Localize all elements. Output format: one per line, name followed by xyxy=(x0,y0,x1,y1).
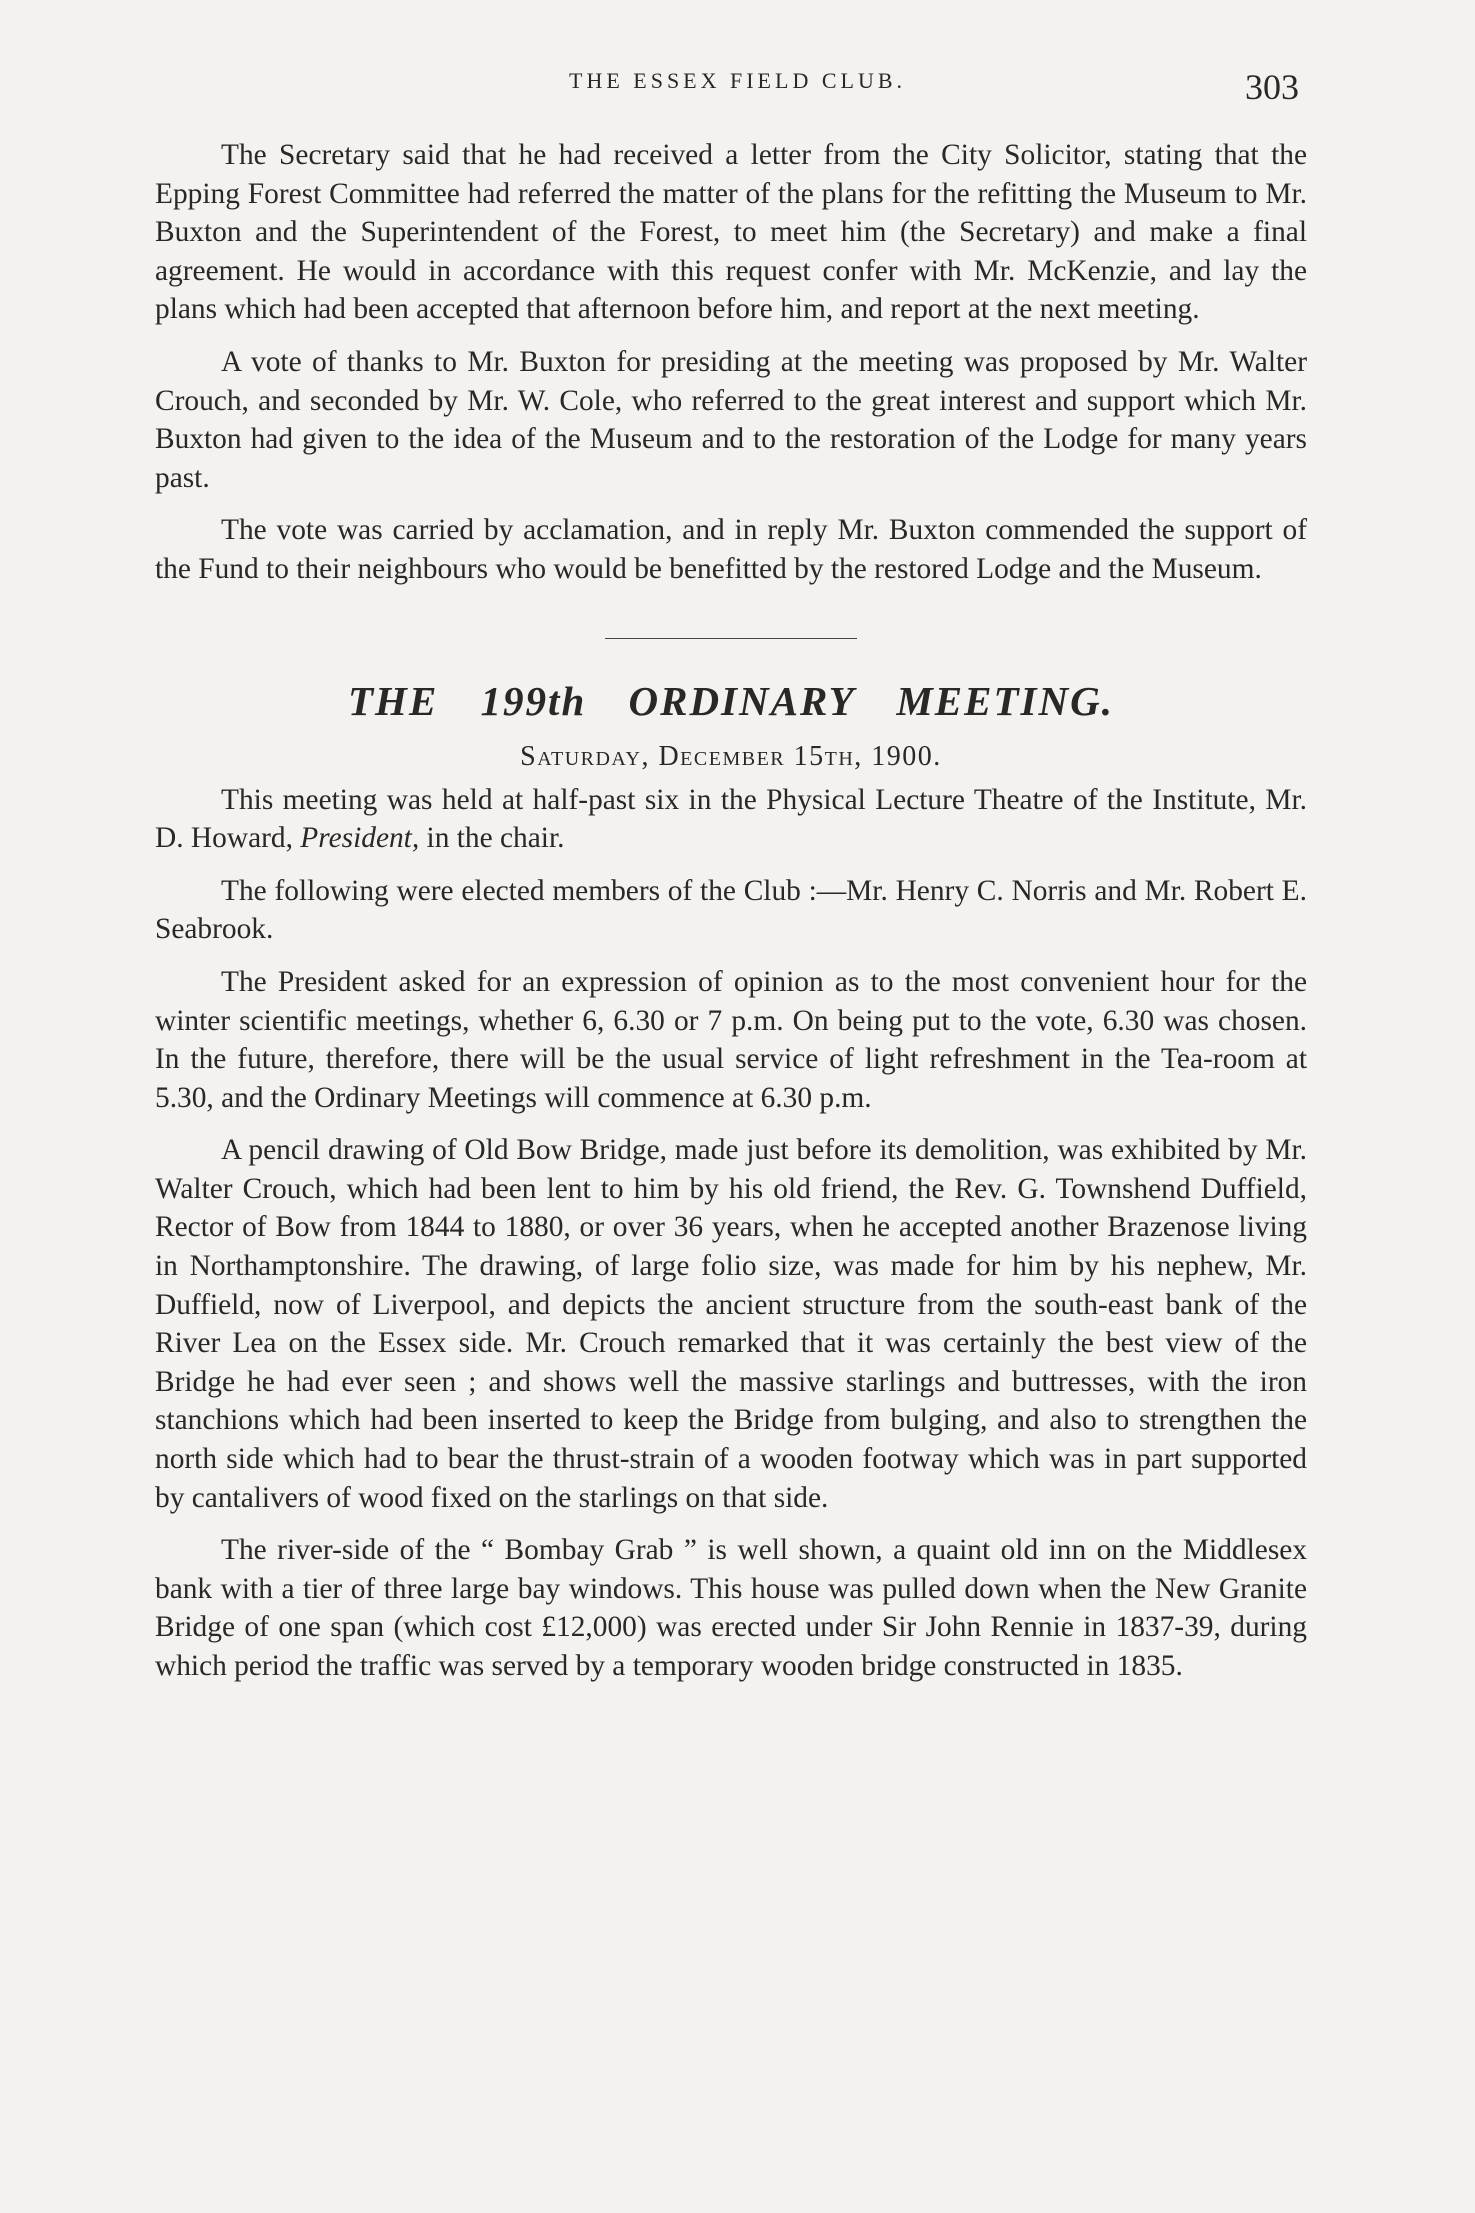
meeting-date: Saturday, December 15th, 1900. xyxy=(520,740,942,772)
intro-text-end: in the chair. xyxy=(419,822,565,855)
running-head: THE ESSEX FIELD CLUB. xyxy=(569,68,906,93)
paragraph-vote-of-thanks: A vote of thanks to Mr. Buxton for presiding at the meeting was proposed by Mr. Walter Crouch, and seconded by Mr. W. Cole, who referred to the great interest and support which Mr. Buxton had given to the idea of the Museum and to the restoration of the Lodge for many years past. xyxy=(155,345,1307,494)
paragraph-bow-bridge-drawing: A pencil drawing of Old Bow Bridge, made just before its demolition, was exhibited by Mr. Walter Crouch, which had been lent to him by his old friend, the Rev. G. Townshend Duffield, Rector of Bow from 1844 to 1880, or over 36 years, when he accepted another Brazenose living in Northamptonshire. The drawing, of large folio size, was made for him by his nephew, Mr. Duffield, now of Liverpool, and depicts the ancient structure from the south-east bank of the River Lea on the Essex side. Mr. Crouch remarked that it was certainly the best view of the Bridge he had ever seen ; and shows well the massive starlings and buttresses, with the iron stanchions which had been inserted to keep the Bridge from bulging, and also to strengthen the north side which had to bear the thrust-strain of a wooden footway which was in part supported by cantalivers of wood fixed on the starlings on that side. xyxy=(155,1134,1307,1514)
page-number: 303 xyxy=(1245,67,1299,107)
body-text xyxy=(155,136,1307,1700)
paragraph-vote-carried: The vote was carried by acclamation, and in reply Mr. Buxton commended the support of the Fund to their neighbours who would be benefitted by the restored Lodge and the Museum. xyxy=(155,514,1307,585)
paragraph-meeting-hour: The President asked for an expression of opinion as to the most convenient hour for the winter scientific meetings, whether 6, 6.30 or 7 p.m. On being put to the vote, 6.30 was chosen. In the future, therefore, there will be the usual service of light refreshment in the Tea-room at 5.30, and the Ordinary Meetings will commence at 6.30 p.m. xyxy=(155,965,1307,1114)
paragraph-meeting-intro xyxy=(155,781,1307,858)
paragraph-bombay-grab: The river-side of the “ Bombay Grab ” is well shown, a quaint old inn on the Middlesex bank with a tier of three large bay windows. This house was pulled down when the New Granite Bridge of one span (which cost £12,000) was erected under Sir John Rennie in 1837-39, during which period the traffic was served by a temporary wooden bridge constructed in 1835. xyxy=(155,1534,1307,1682)
paragraph-secretary-letter: The Secretary said that he had received a letter from the City Solicitor, stating that the Epping Forest Committee had referred the matter of the plans for the refitting the Museum to Mr. Buxton and the Superintendent of the Forest, to meet him (the Secretary) and make a final agreement. He would in accordance with this request confer with Mr. McKenzie, and lay the plans which had been accepted that afternoon before him, and report at the next meeting. xyxy=(155,139,1307,326)
intro-president-title: President, xyxy=(300,822,420,855)
section-divider xyxy=(605,638,857,639)
paragraph-elected-members: The following were elected members of the Club :—Mr. Henry C. Norris and Mr. Robert E. Seabrook. xyxy=(155,874,1307,946)
meeting-title: THE 199th ORDINARY MEETING. xyxy=(348,677,1114,724)
intro-text: This meeting was held at half-past six in the Physical Lecture Theatre of the Institute, Mr. D. Howard, xyxy=(155,783,1307,855)
